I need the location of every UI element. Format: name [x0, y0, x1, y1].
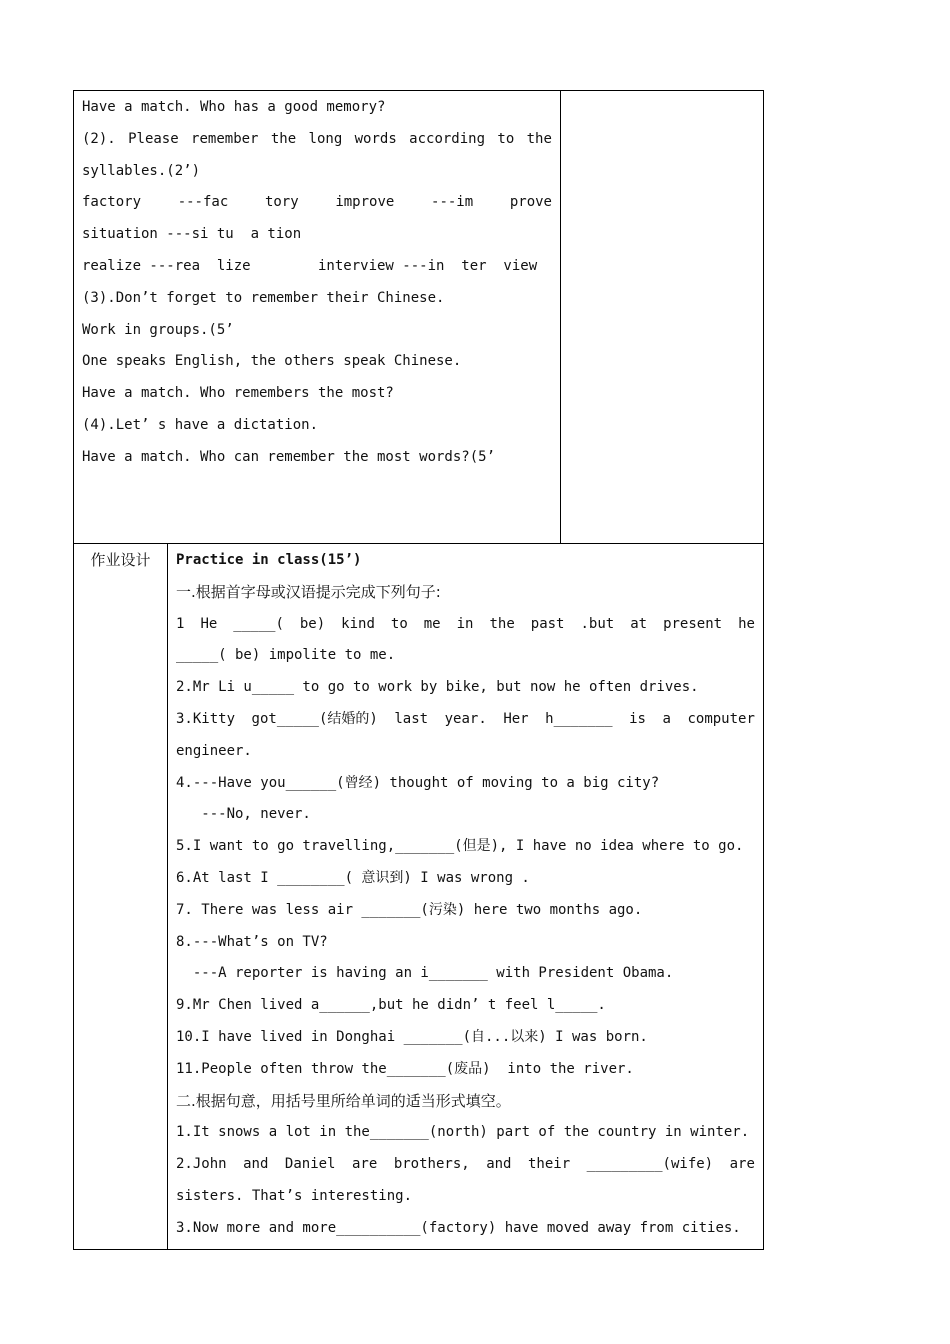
word: present	[663, 615, 723, 632]
word: _________(wife)	[586, 1156, 714, 1173]
word: be)	[299, 615, 326, 632]
word: He	[200, 615, 218, 632]
word: Please	[128, 130, 179, 147]
activity-line	[82, 124, 552, 156]
word: Her	[503, 710, 529, 727]
activity-line: Have a match. Who has a good memory?	[82, 99, 386, 115]
section-2-question-2-line-2: sisters. That’s interesting.	[176, 1187, 413, 1204]
word: factory	[82, 194, 142, 211]
question-6: 6.At last I ________( 意识到) I was wrong .	[176, 869, 530, 886]
word: brothers,	[393, 1156, 470, 1173]
word: computer	[687, 710, 755, 727]
word: ---im	[431, 194, 474, 211]
word: he	[738, 615, 755, 632]
activity-line: realize ---rea lize interview ---in ter view	[82, 257, 538, 274]
word: is	[629, 710, 646, 727]
word: the	[526, 130, 552, 147]
word: got_____(结婚的)	[251, 710, 378, 727]
word: the	[489, 615, 515, 632]
question-1-line-2: _____( be) impolite to me.	[176, 647, 396, 664]
word: _____(	[233, 615, 284, 632]
activity-line	[82, 187, 552, 219]
word: are	[352, 1156, 378, 1173]
homework-content-cell	[168, 544, 764, 1250]
word: 2.John	[176, 1156, 227, 1173]
question-1-line-1	[176, 609, 755, 641]
question-10: 10.I have lived in Donghai _______(自...以来) I was born.	[176, 1028, 648, 1045]
word: me	[423, 615, 441, 632]
activity-line: One speaks English, the others speak Chinese.	[82, 353, 462, 370]
question-5: 5.I want to go travelling,_______(但是), I have no idea where to go.	[176, 838, 744, 855]
question-8-line-1: 8.---What’s on TV?	[176, 933, 328, 950]
word: .but	[580, 615, 615, 632]
word: improve	[335, 194, 395, 211]
question-7: 7. There was less air _______(污染) here two months ago.	[176, 901, 643, 918]
word: Daniel	[284, 1156, 336, 1173]
word: their	[528, 1156, 571, 1173]
word: year.	[444, 710, 487, 727]
activity-line: Work in groups.(5’	[82, 321, 234, 338]
activity-line: Have a match. Who can remember the most words?(5’	[82, 448, 496, 465]
word: long	[308, 130, 343, 147]
question-11: 11.People often throw the_______(废品) into the river.	[176, 1060, 634, 1077]
word: kind	[341, 615, 375, 632]
word: (2).	[82, 130, 116, 147]
word: to	[497, 130, 515, 147]
section-2-title: 二.根据句意，用括号里所给单词的适当形式填空。	[176, 1091, 511, 1110]
activity-content-cell	[74, 91, 561, 544]
activity-line: Have a match. Who remembers the most?	[82, 385, 394, 402]
section-2-question-1: 1.It snows a lot in the_______(north) part of the country in winter.	[176, 1124, 750, 1141]
activity-notes-cell	[561, 91, 764, 544]
word: tory	[264, 194, 299, 211]
section-2-question-3: 3.Now more and more__________(factory) have moved away from cities.	[176, 1219, 741, 1236]
activity-line: (4).Let’ s have a dictation.	[82, 416, 319, 433]
homework-row	[74, 544, 764, 1250]
activity-line: situation ---si tu a tion	[82, 226, 302, 243]
question-9: 9.Mr Chen lived a______,but he didn’ t feel l_____.	[176, 997, 606, 1014]
word: h_______	[545, 710, 613, 727]
word: ---fac	[177, 194, 229, 211]
word: 3.Kitty	[176, 710, 236, 727]
question-8-line-2: ---A reporter is having an i_______ with President Obama.	[176, 965, 674, 982]
word: words	[354, 130, 397, 147]
word: remember	[191, 130, 259, 147]
word: 1	[176, 615, 185, 632]
word: and	[486, 1156, 512, 1173]
word: past	[530, 615, 565, 632]
activity-line: (3).Don’t forget to remember their Chinese.	[82, 289, 445, 306]
question-4-line-2: ---No, never.	[176, 806, 311, 823]
activity-content	[74, 91, 560, 474]
word: the	[270, 130, 297, 147]
word: last	[394, 710, 429, 727]
homework-content	[168, 544, 763, 1249]
question-3-line-1	[176, 704, 755, 736]
practice-heading: Practice in class(15’)	[176, 552, 362, 568]
word: in	[456, 615, 474, 632]
activity-row	[74, 91, 764, 544]
word: at	[630, 615, 648, 632]
homework-label: 作业设计	[90, 551, 151, 569]
word: and	[243, 1156, 269, 1173]
section-2-question-2-line-1	[176, 1149, 755, 1181]
question-4-line-1: 4.---Have you______(曾经) thought of moving to a big city?	[176, 774, 660, 791]
word: prove	[509, 194, 552, 211]
question-3-line-2: engineer.	[176, 742, 252, 759]
section-1-title: 一.根据首字母或汉语提示完成下列句子:	[176, 582, 441, 601]
homework-label-cell	[74, 544, 168, 1250]
word: a	[662, 710, 671, 727]
word: to	[390, 615, 408, 632]
question-2: 2.Mr Li u_____ to go to work by bike, but now he often drives.	[176, 679, 699, 696]
lesson-plan-table	[73, 90, 764, 1250]
word: are	[729, 1156, 755, 1173]
word: according	[409, 130, 486, 147]
activity-line: syllables.(2’)	[82, 162, 201, 179]
